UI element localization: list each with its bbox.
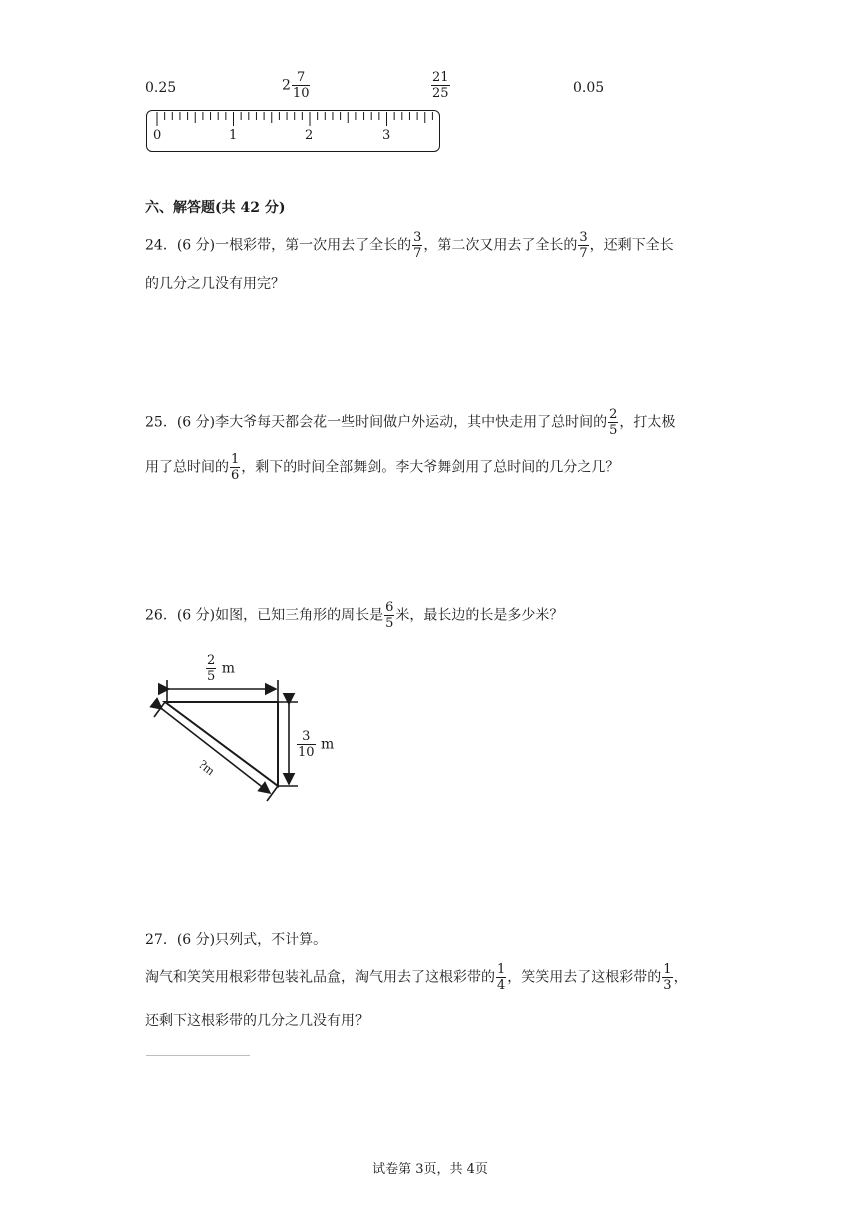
q24-line1 xyxy=(145,230,674,261)
hyp-extension-bottom xyxy=(267,786,278,801)
fraction-1-4 xyxy=(496,962,506,993)
label-21-25 xyxy=(430,70,451,101)
fraction-3-7 xyxy=(578,230,588,261)
ruler-label-1: 1 xyxy=(229,128,238,143)
q24-text: ，第二次又用去了全长的 xyxy=(423,237,578,254)
fraction-numerator: 2 xyxy=(609,407,618,422)
triangle-shape xyxy=(165,702,278,786)
ruler-label-2: 2 xyxy=(305,128,314,143)
fraction-2-5 xyxy=(608,407,618,438)
q27-text: ，笑笑用去了这根彩带的 xyxy=(507,969,662,986)
top-side-label xyxy=(205,653,235,684)
hyp-dimension-arrow xyxy=(162,709,270,793)
fraction-denominator: 5 xyxy=(609,423,618,438)
fraction-numerator: 3 xyxy=(302,729,311,744)
fraction-numerator: 6 xyxy=(385,600,394,615)
q25-text: ，剩下的时间全部舞剑。李大爷舞剑用了总时间的几分之几？ xyxy=(241,459,620,476)
fraction-2-5 xyxy=(206,653,216,684)
fraction-denominator: 5 xyxy=(385,616,394,631)
ruler-label-3: 3 xyxy=(382,128,391,143)
fraction-denominator: 10 xyxy=(292,86,310,101)
fraction-numerator: 7 xyxy=(297,70,306,85)
fraction-1-3 xyxy=(662,962,672,993)
fraction-denominator: 10 xyxy=(298,745,315,760)
unit-label: m xyxy=(321,736,335,753)
q26-line1 xyxy=(145,600,563,631)
fraction-7-10 xyxy=(292,70,311,101)
label-0-25: 0.25 xyxy=(145,80,177,96)
q27-line3: 还剩下这根彩带的几分之几没有用？ xyxy=(145,1013,369,1029)
mixed-whole: 2 xyxy=(282,77,291,94)
q24-line2: 的几分之几没有用完？ xyxy=(145,276,285,292)
q27-text: 淘气和笑笑用根彩带包装礼品盒，淘气用去了这根彩带的 xyxy=(145,969,495,986)
q27-line1: 27．(6 分)只列式，不计算。 xyxy=(145,932,328,948)
fraction-numerator: 21 xyxy=(432,70,449,85)
fraction-3-7 xyxy=(412,230,422,261)
ruler xyxy=(146,110,440,152)
q27-line2 xyxy=(145,962,688,993)
page-footer: 试卷第 3页，共 4页 xyxy=(372,1162,488,1177)
q24-text: ，还剩下全长 xyxy=(589,237,674,254)
q24-text: 24．(6 分)一根彩带，第一次用去了全长的 xyxy=(145,237,412,254)
label-mixed-2-7-10 xyxy=(282,70,311,101)
fraction-denominator: 7 xyxy=(579,246,588,261)
fraction-numerator: 3 xyxy=(579,230,588,245)
ruler-label-0: 0 xyxy=(153,128,162,143)
fraction-numerator: 1 xyxy=(497,962,506,977)
q25-line1 xyxy=(145,407,675,438)
fraction-denominator: 25 xyxy=(432,86,449,101)
q25-text: 25．(6 分)李大爷每天都会花一些时间做户外运动，其中快走用了总时间的 xyxy=(145,414,608,431)
fraction-denominator: 4 xyxy=(497,978,506,993)
fraction-21-25 xyxy=(431,70,450,101)
q25-line2 xyxy=(145,452,619,483)
fraction-denominator: 7 xyxy=(413,246,422,261)
fraction-numerator: 1 xyxy=(231,452,240,467)
q27-text: ， xyxy=(673,969,688,986)
hyp-label: ?m xyxy=(196,756,218,779)
fraction-denominator: 6 xyxy=(231,468,240,483)
fraction-numerator: 1 xyxy=(663,962,672,977)
fraction-6-5 xyxy=(384,600,394,631)
q26-text: 26．(6 分)如图，已知三角形的周长是 xyxy=(145,607,384,624)
unit-label: m xyxy=(221,660,236,677)
fraction-3-10 xyxy=(297,729,316,760)
answer-line xyxy=(146,1055,250,1056)
ruler-ticks xyxy=(146,110,440,152)
q26-text: 米，最长边的长是多少米？ xyxy=(395,607,564,624)
right-side-label xyxy=(296,729,334,760)
section-title: 六、解答题(共 42 分) xyxy=(145,200,286,216)
fraction-numerator: 3 xyxy=(413,230,422,245)
fraction-denominator: 5 xyxy=(207,669,216,684)
q25-text: ，打太极 xyxy=(619,414,676,431)
label-0-05: 0.05 xyxy=(573,80,605,96)
fraction-1-6 xyxy=(230,452,240,483)
fraction-numerator: 2 xyxy=(207,653,216,668)
fraction-denominator: 3 xyxy=(663,978,672,993)
q25-text: 用了总时间的 xyxy=(145,459,229,476)
